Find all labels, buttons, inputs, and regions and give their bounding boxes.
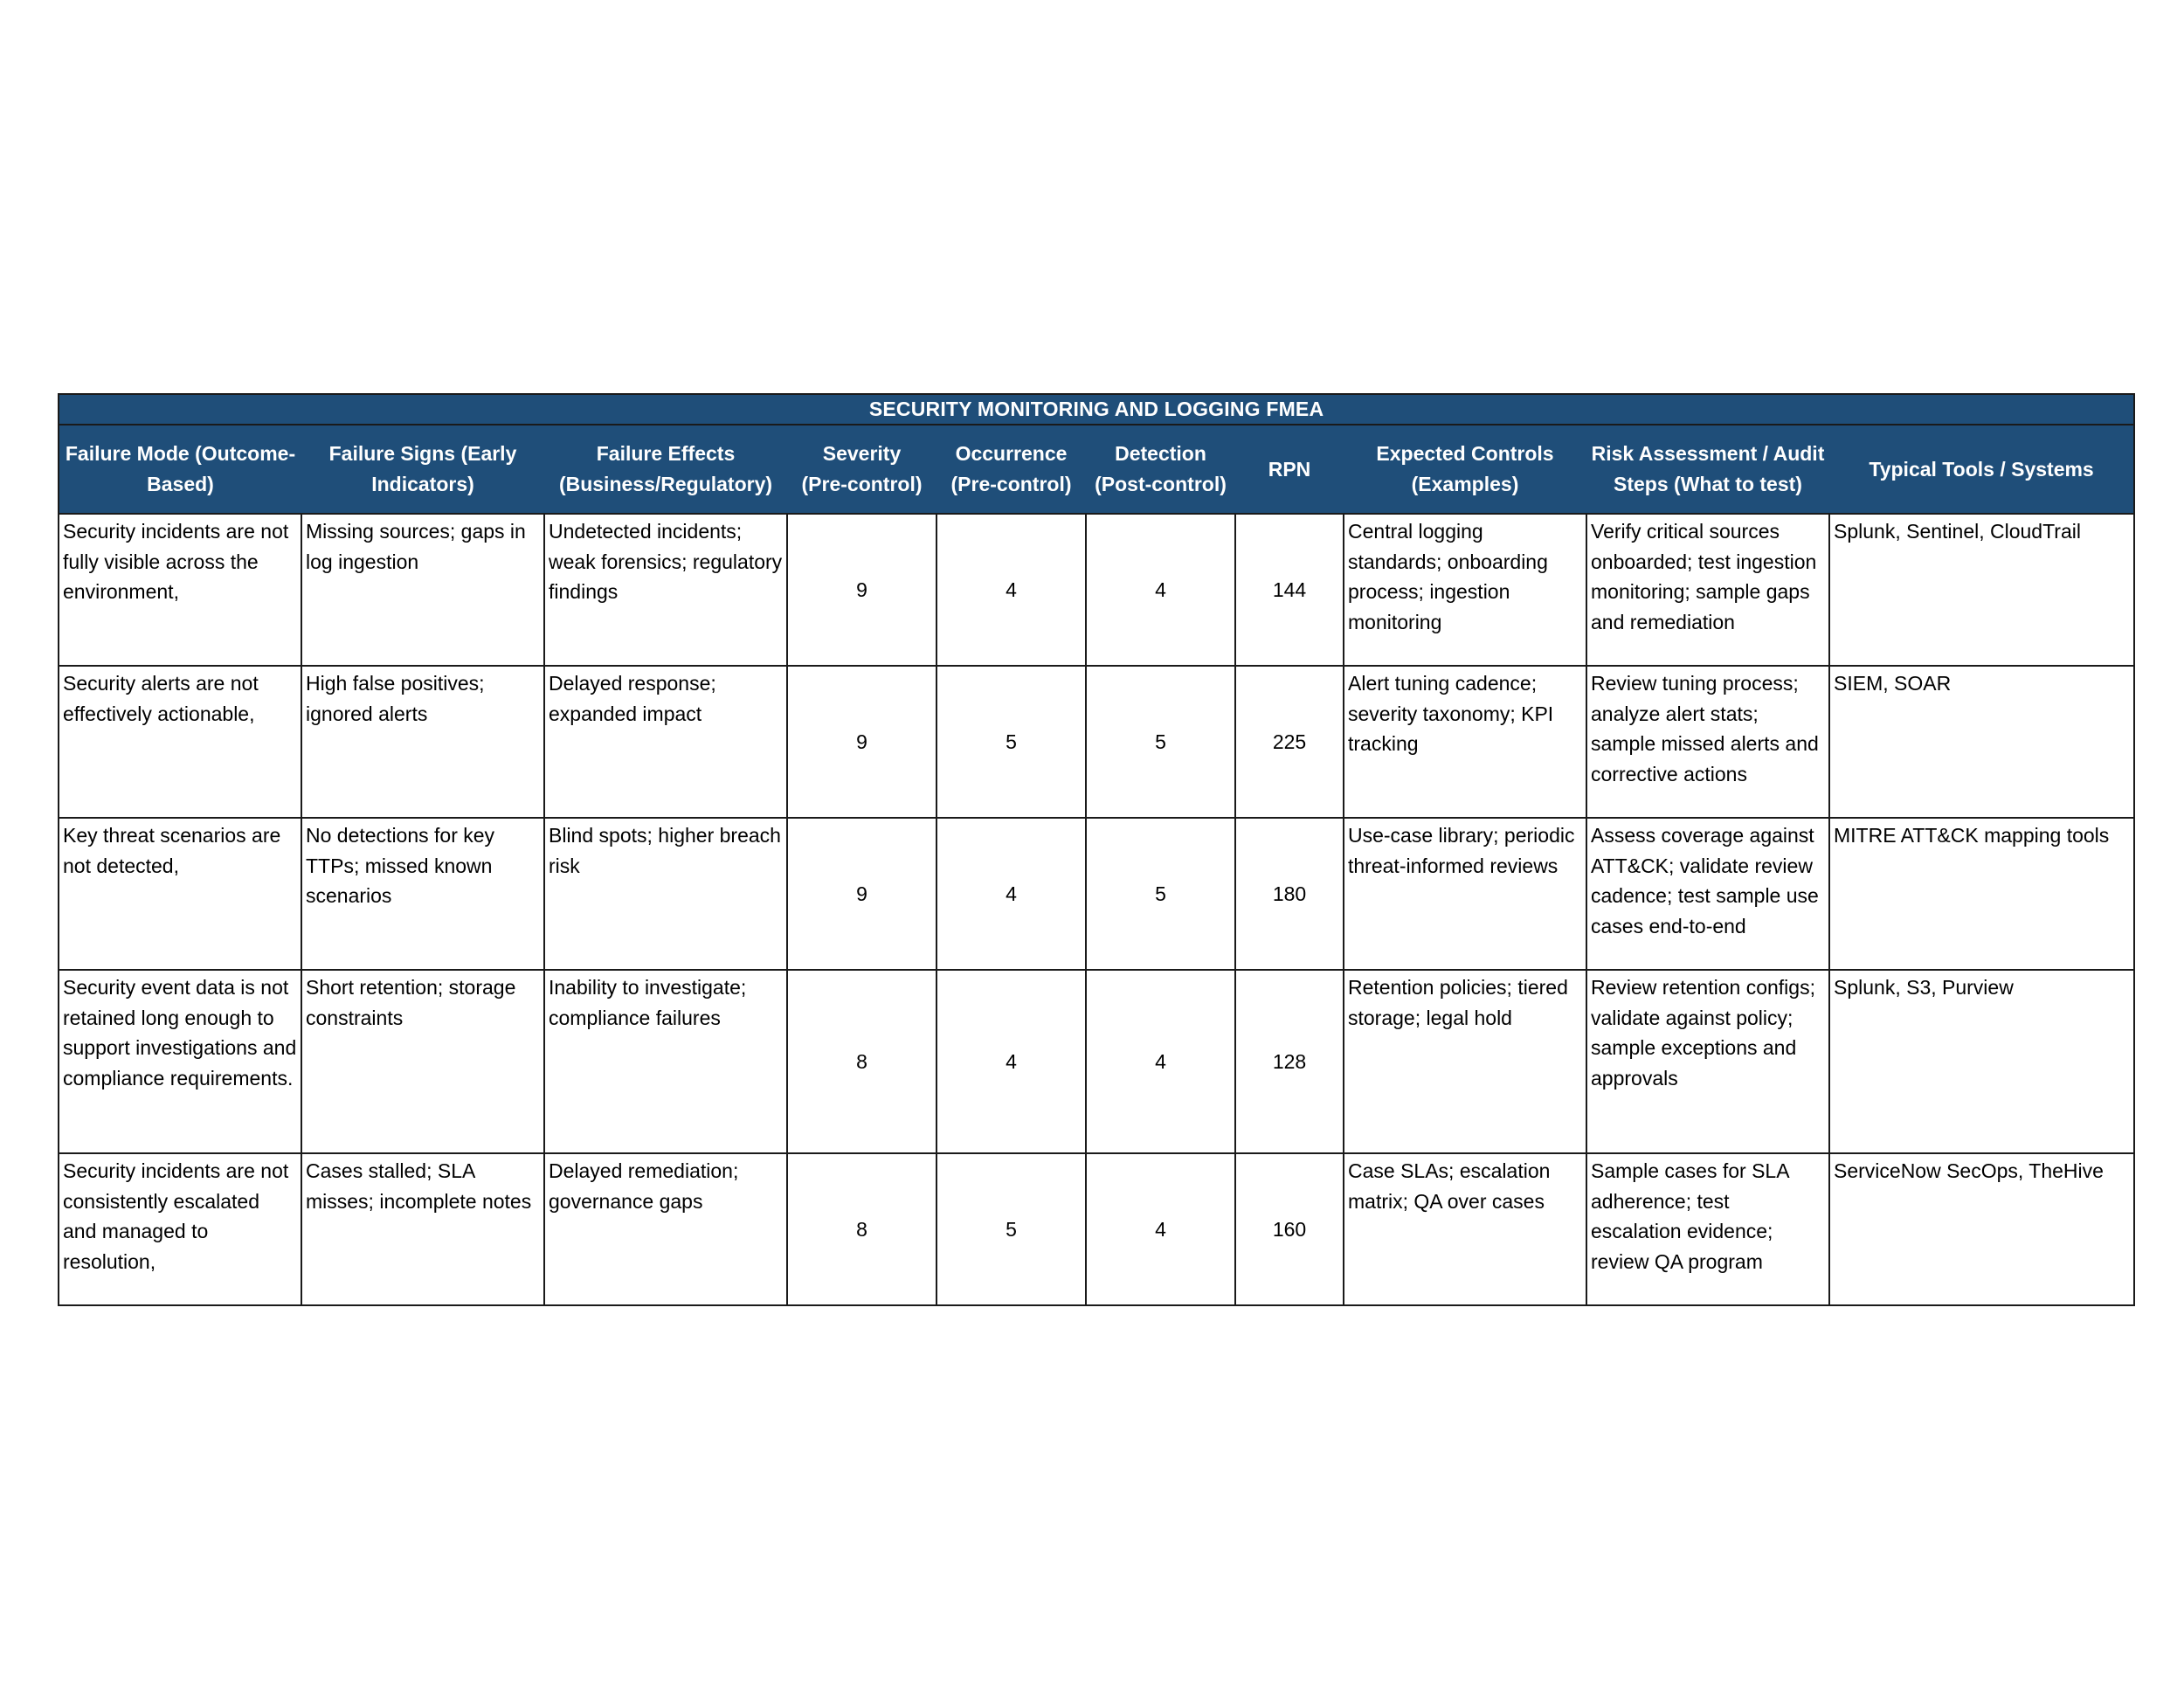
rpn-cell: 144: [1235, 514, 1344, 666]
audit-steps-cell: Review retention configs; validate against policy; sample exceptions and approvals: [1586, 970, 1829, 1153]
table-title: SECURITY MONITORING AND LOGGING FMEA: [59, 394, 2134, 425]
occurrence-cell: 4: [936, 818, 1086, 970]
header-severity: Severity (Pre-control): [787, 425, 936, 514]
audit-steps-cell: Verify critical sources onboarded; test ingestion monitoring; sample gaps and remediation: [1586, 514, 1829, 666]
detection-cell: 4: [1086, 970, 1235, 1153]
header-detection: Detection (Post-control): [1086, 425, 1235, 514]
occurrence-cell: 5: [936, 666, 1086, 818]
severity-cell: 9: [787, 514, 936, 666]
table-row: [59, 666, 2134, 818]
header-rpn: RPN: [1235, 425, 1344, 514]
header-audit-steps: Risk Assessment / Audit Steps (What to test): [1586, 425, 1829, 514]
table-row: [59, 818, 2134, 970]
rpn-cell: 128: [1235, 970, 1344, 1153]
rpn-cell: 225: [1235, 666, 1344, 818]
tools-cell: Splunk, Sentinel, CloudTrail: [1829, 514, 2134, 666]
detection-cell: 4: [1086, 514, 1235, 666]
failure-signs-cell: Short retention; storage constraints: [301, 970, 544, 1153]
controls-cell: Case SLAs; escalation matrix; QA over cases: [1344, 1153, 1586, 1305]
header-expected-controls: Expected Controls (Examples): [1344, 425, 1586, 514]
occurrence-cell: 4: [936, 514, 1086, 666]
controls-cell: Use-case library; periodic threat-informed reviews: [1344, 818, 1586, 970]
controls-cell: Alert tuning cadence; severity taxonomy; KPI tracking: [1344, 666, 1586, 818]
tools-cell: Splunk, S3, Purview: [1829, 970, 2134, 1153]
failure-signs-cell: High false positives; ignored alerts: [301, 666, 544, 818]
occurrence-cell: 5: [936, 1153, 1086, 1305]
header-failure-signs: Failure Signs (Early Indicators): [301, 425, 544, 514]
fmea-table: [58, 393, 2135, 1306]
rpn-cell: 160: [1235, 1153, 1344, 1305]
table-row: [59, 514, 2134, 666]
occurrence-cell: 4: [936, 970, 1086, 1153]
rpn-cell: 180: [1235, 818, 1344, 970]
failure-mode-cell: Security event data is not retained long enough to support investigations and compliance requirements.: [59, 970, 301, 1153]
failure-effects-cell: Delayed response; expanded impact: [544, 666, 787, 818]
failure-mode-cell: Security incidents are not consistently escalated and managed to resolution,: [59, 1153, 301, 1305]
controls-cell: Retention policies; tiered storage; legal hold: [1344, 970, 1586, 1153]
severity-cell: 9: [787, 666, 936, 818]
audit-steps-cell: Sample cases for SLA adherence; test escalation evidence; review QA program: [1586, 1153, 1829, 1305]
severity-cell: 8: [787, 970, 936, 1153]
controls-cell: Central logging standards; onboarding process; ingestion monitoring: [1344, 514, 1586, 666]
header-failure-mode: Failure Mode (Outcome- Based): [59, 425, 301, 514]
audit-steps-cell: Review tuning process; analyze alert stats; sample missed alerts and corrective actions: [1586, 666, 1829, 818]
detection-cell: 5: [1086, 666, 1235, 818]
failure-mode-cell: Security incidents are not fully visible across the environment,: [59, 514, 301, 666]
failure-effects-cell: Inability to investigate; compliance failures: [544, 970, 787, 1153]
detection-cell: 5: [1086, 818, 1235, 970]
table-row: [59, 970, 2134, 1153]
audit-steps-cell: Assess coverage against ATT&CK; validate review cadence; test sample use cases end-to-end: [1586, 818, 1829, 970]
fmea-sheet: [58, 393, 2133, 1306]
tools-cell: SIEM, SOAR: [1829, 666, 2134, 818]
failure-signs-cell: Cases stalled; SLA misses; incomplete notes: [301, 1153, 544, 1305]
header-row: [59, 425, 2134, 514]
failure-mode-cell: Key threat scenarios are not detected,: [59, 818, 301, 970]
header-occurrence: Occurrence (Pre-control): [936, 425, 1086, 514]
header-typical-tools: Typical Tools / Systems: [1829, 425, 2134, 514]
tools-cell: ServiceNow SecOps, TheHive: [1829, 1153, 2134, 1305]
failure-effects-cell: Delayed remediation; governance gaps: [544, 1153, 787, 1305]
failure-mode-cell: Security alerts are not effectively actionable,: [59, 666, 301, 818]
table-row: [59, 1153, 2134, 1305]
header-failure-effects: Failure Effects (Business/Regulatory): [544, 425, 787, 514]
failure-signs-cell: Missing sources; gaps in log ingestion: [301, 514, 544, 666]
severity-cell: 8: [787, 1153, 936, 1305]
failure-effects-cell: Undetected incidents; weak forensics; regulatory findings: [544, 514, 787, 666]
failure-effects-cell: Blind spots; higher breach risk: [544, 818, 787, 970]
detection-cell: 4: [1086, 1153, 1235, 1305]
severity-cell: 9: [787, 818, 936, 970]
tools-cell: MITRE ATT&CK mapping tools: [1829, 818, 2134, 970]
failure-signs-cell: No detections for key TTPs; missed known scenarios: [301, 818, 544, 970]
